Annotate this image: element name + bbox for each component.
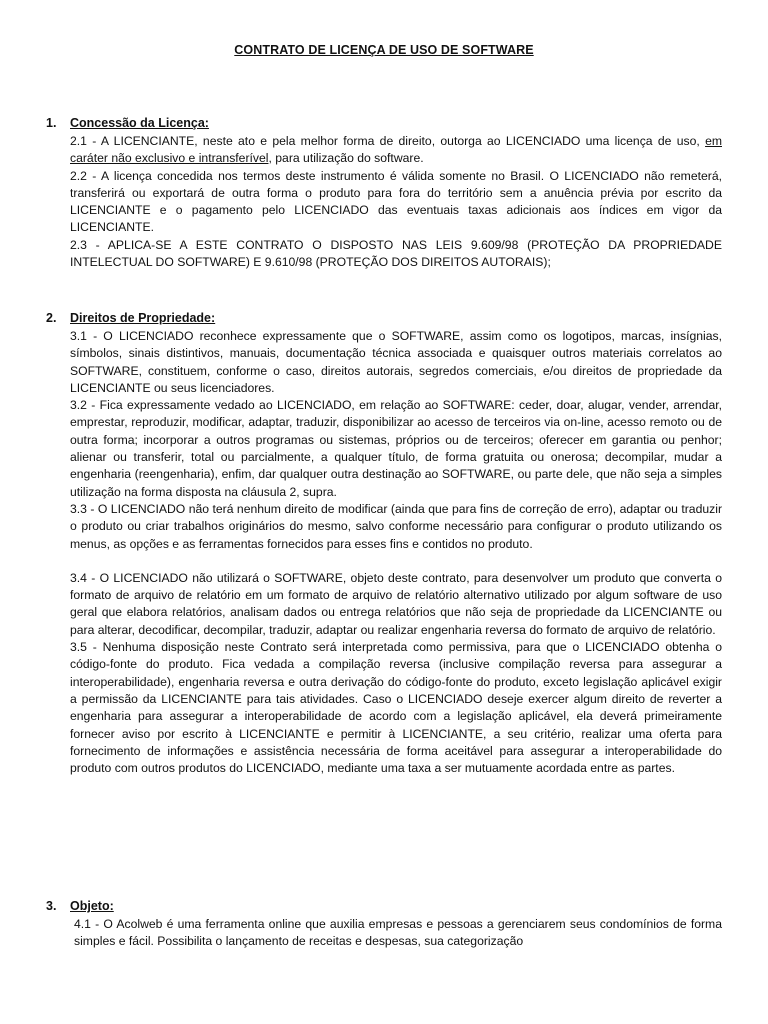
document-title: CONTRATO DE LICENÇA DE USO DE SOFTWARE bbox=[234, 43, 534, 57]
clause-3-4: 3.4 - O LICENCIADO não utilizará o SOFTWARE, objeto deste contrato, para desenvolver um produto que converta o formato de arquivo de relatório em um formato de arquivo de relatório alternativo utilizado por algum software de uso geral que elabora relatórios, analisam dados ou entrega relatórios que não seja de propriedade da LICENCIANTE ou para alterar, decodificar, decompilar, traduzir, adaptar ou realizar engenharia reversa do formato de arquivo de relatório. bbox=[70, 570, 722, 637]
clause-3-2: 3.2 - Fica expressamente vedado ao LICENCIADO, em relação ao SOFTWARE: ceder, doar, alugar, vender, arrendar, emprestar, reproduzir, modificar, adaptar, traduzir, disponibilizar ao acesso de terceiros via on-line, acesso remoto ou de outra forma; incorporar a outros programas ou sistemas, próprios ou de terceiros; oferecer em garantia ou penhor; alienar ou transferir, total ou parcialmente, a qualquer título, de forma gratuita ou onerosa; decompilar, mudar a engenharia (reengenharia), enfim, dar qualquer outra destinação ao SOFTWARE, ou parte dele, que não seja a simples utilização na forma disposta na cláusula 2, supra. bbox=[70, 398, 722, 499]
clause-text: 2.1 - A LICENCIANTE, neste ato e pela melhor forma de direito, outorga ao LICENCIADO uma licença de uso, bbox=[70, 134, 706, 148]
clause-2-3: 2.3 - APLICA-SE A ESTE CONTRATO O DISPOSTO NAS LEIS 9.609/98 (PROTEÇÃO DA PROPRIEDADE INTELECTUAL DO SOFTWARE) E 9.610/98 (PROTEÇÃO DOS DIREITOS AUTORAIS); bbox=[70, 237, 722, 270]
clause-3-5: 3.5 - Nenhuma disposição neste Contrato será interpretada como permissiva, para que o LICENCIADO obtenha o código-fonte do produto. Fica vedada a compilação reversa (inclusive compilação reversa para assegurar a interoperabilidade), engenharia reversa e outra derivação do código-fonte do produto, exceto legislação aplicável exigir a permissão da LICENCIANTE para tais atividades. Caso o LICENCIADO deseje exercer algum direito de reverter a engenharia para assegurar a interoperabilidade de acordo com a legislação aplicável, ela deverá primeiramente fornecer aviso por escrito à LICENCIANTE e permitir à LICENCIANTE, a seu critério, realizar uma oferta para fornecimento de informações e assistência necessária de forma aceitável para assegurar a interoperabilidade do produto com outros produtos do LICENCIADO, mediante uma taxa a ser mutuamente acordada entre as partes. bbox=[70, 640, 722, 776]
section-number: 1. bbox=[46, 116, 57, 130]
clause-2-2: 2.2 - A licença concedida nos termos deste instrumento é válida somente no Brasil. O LICENCIADO não remeterá, transferirá ou exportará de outra forma o produto para fora do território sem a anuência prévia por escrito da LICENCIANTE e o pagamento pelo LICENCIADO das eventuais taxas adicionais aos índices em vigor da LICENCIANTE. bbox=[70, 168, 722, 235]
section-heading bbox=[46, 311, 722, 328]
underlined-text: em caráter não exclusivo e intransferível bbox=[70, 134, 722, 166]
clause-2-1 bbox=[70, 133, 722, 168]
section-title: Concessão da Licença: bbox=[70, 116, 209, 130]
section-property-rights bbox=[46, 311, 722, 777]
section-number: 3. bbox=[46, 899, 57, 913]
section-title: Direitos de Propriedade: bbox=[70, 311, 216, 325]
section-license-grant bbox=[46, 116, 722, 271]
section-heading bbox=[46, 899, 722, 916]
section-number: 2. bbox=[46, 311, 57, 325]
section-title: Objeto: bbox=[70, 899, 114, 913]
clause-3-3: 3.3 - O LICENCIADO não terá nenhum direito de modificar (ainda que para fins de correção de erro), adaptar ou traduzir o produto ou criar trabalhos originários do mesmo, salvo conforme necessário para configurar o produto utilizando os menus, as opções e as ferramentas fornecidos para esses fins e contidos no produto. bbox=[70, 501, 722, 551]
clause-4-1: 4.1 - O Acolweb é uma ferramenta online que auxilia empresas e pessoas a gerenciarem seus condomínios de forma simples e fácil. Possibilita o lançamento de receitas e despesas, sua categorização bbox=[74, 917, 722, 949]
clause-3-1: 3.1 - O LICENCIADO reconhece expressamente que o SOFTWARE, assim como os logotipos, marcas, insígnias, símbolos, sinais distintivos, manuais, documentação técnica associada e quaisquer outros materiais correlatos ao SOFTWARE, constituem, conforme o caso, direitos autorais, segredos comerciais, e/ou direitos de propriedade da LICENCIANTE ou seus licenciadores. bbox=[70, 329, 722, 395]
section-object bbox=[46, 899, 722, 951]
section-heading bbox=[46, 116, 722, 133]
clause-text: , para utilização do software. bbox=[268, 151, 424, 166]
